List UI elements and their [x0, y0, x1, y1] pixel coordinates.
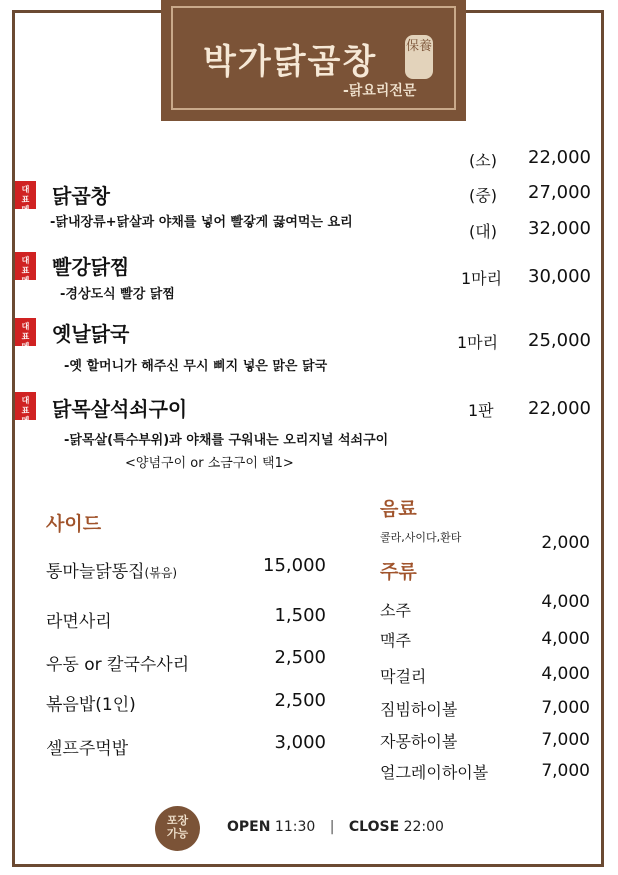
open-label: OPEN: [227, 819, 271, 835]
drink-item-name: 콜라,사이다,환타: [380, 531, 462, 544]
brand-seal: 保養: [405, 35, 433, 79]
side-item-name: [46, 557, 177, 582]
side-item-price: 2,500: [274, 647, 326, 668]
badge-label: 대표메뉴: [21, 185, 30, 224]
side-section-title: 사이드: [46, 513, 102, 535]
liquor-item-price: 4,000: [541, 592, 590, 612]
price: 22,000: [528, 398, 591, 419]
close-time: 22:00: [403, 819, 444, 835]
price: 22,000: [528, 147, 591, 168]
badge-label: 대표메뉴: [21, 322, 30, 361]
badge-label: 대표메뉴: [21, 256, 30, 295]
signature-badge: [15, 252, 36, 295]
liquor-item-price: 7,000: [541, 761, 590, 781]
size-label: (중): [469, 186, 497, 205]
liquor-item-price: 4,000: [541, 629, 590, 649]
liquor-item-price: 7,000: [541, 698, 590, 718]
badge-label: 대표메뉴: [21, 396, 30, 435]
side-item-price: 15,000: [263, 555, 326, 576]
takeout-badge: [155, 806, 200, 851]
size-label: 1마리: [461, 269, 503, 288]
size-label: (소): [469, 151, 497, 170]
price: 27,000: [528, 182, 591, 203]
side-item-price: 3,000: [274, 732, 326, 753]
signature-badge: [15, 318, 36, 361]
drinks-section-title: 음료: [380, 498, 417, 520]
liquor-item-name: 막걸리: [380, 667, 427, 686]
takeout-label: 포장가능: [166, 814, 189, 840]
dish-description: -경상도식 빨강 닭찜: [60, 287, 175, 302]
dish-description: -옛 할머니가 해주신 무시 삐지 넣은 맑은 닭국: [64, 359, 328, 374]
size-label: 1마리: [457, 333, 499, 352]
dish-name: 옛날닭국: [52, 322, 130, 346]
side-item-name: 셀프주먹밥: [46, 739, 129, 759]
size-label: (대): [469, 222, 497, 241]
liquor-item-price: 7,000: [541, 730, 590, 750]
header-inner-border: [171, 6, 456, 110]
hours-separator: |: [329, 819, 335, 835]
dish-name: 빨강닭찜: [52, 255, 130, 279]
dish-description: -닭내장류+닭살과 야채를 넣어 빨갛게 끓여먹는 요리: [50, 215, 353, 230]
brand-subtitle: -닭요리전문: [343, 83, 417, 99]
liquor-item-price: 4,000: [541, 664, 590, 684]
price: 32,000: [528, 218, 591, 239]
side-item-price: 2,500: [274, 690, 326, 711]
header-sign: [161, 0, 466, 121]
liquor-item-name: 자몽하이볼: [380, 732, 458, 751]
dish-description: -닭목살(특수부위)과 야채를 구워내는 오리지널 석쇠구이: [64, 433, 389, 448]
liquor-item-name: 얼그레이하이볼: [380, 763, 489, 782]
dish-name: 닭목살석쇠구이: [52, 397, 188, 421]
side-item-note: (볶음): [144, 566, 178, 580]
price: 30,000: [528, 266, 591, 287]
side-item-label: 통마늘닭똥집: [46, 562, 145, 582]
open-time: 11:30: [274, 819, 316, 835]
liquor-item-name: 맥주: [380, 631, 411, 650]
close-label: CLOSE: [348, 819, 400, 835]
side-item-price: 1,500: [274, 605, 326, 626]
business-hours: [227, 819, 444, 835]
side-item-name: 볶음밥(1인): [46, 695, 136, 715]
size-label: 1판: [468, 401, 494, 420]
drink-item-price: 2,000: [541, 533, 590, 553]
side-item-name: 라면사리: [46, 612, 112, 632]
liquor-item-name: 짐빔하이볼: [380, 700, 458, 719]
dish-option-note: <양념구이 or 소금구이 택1>: [125, 456, 294, 471]
price: 25,000: [528, 330, 591, 351]
liquor-section-title: 주류: [380, 561, 417, 583]
brand-title: 박가닭곱창: [203, 42, 378, 82]
liquor-item-name: 소주: [380, 601, 411, 620]
signature-badge: [15, 181, 36, 224]
signature-badge: [15, 392, 36, 435]
dish-name: 닭곱창: [52, 184, 110, 208]
side-item-name: 우동 or 칼국수사리: [46, 655, 190, 675]
